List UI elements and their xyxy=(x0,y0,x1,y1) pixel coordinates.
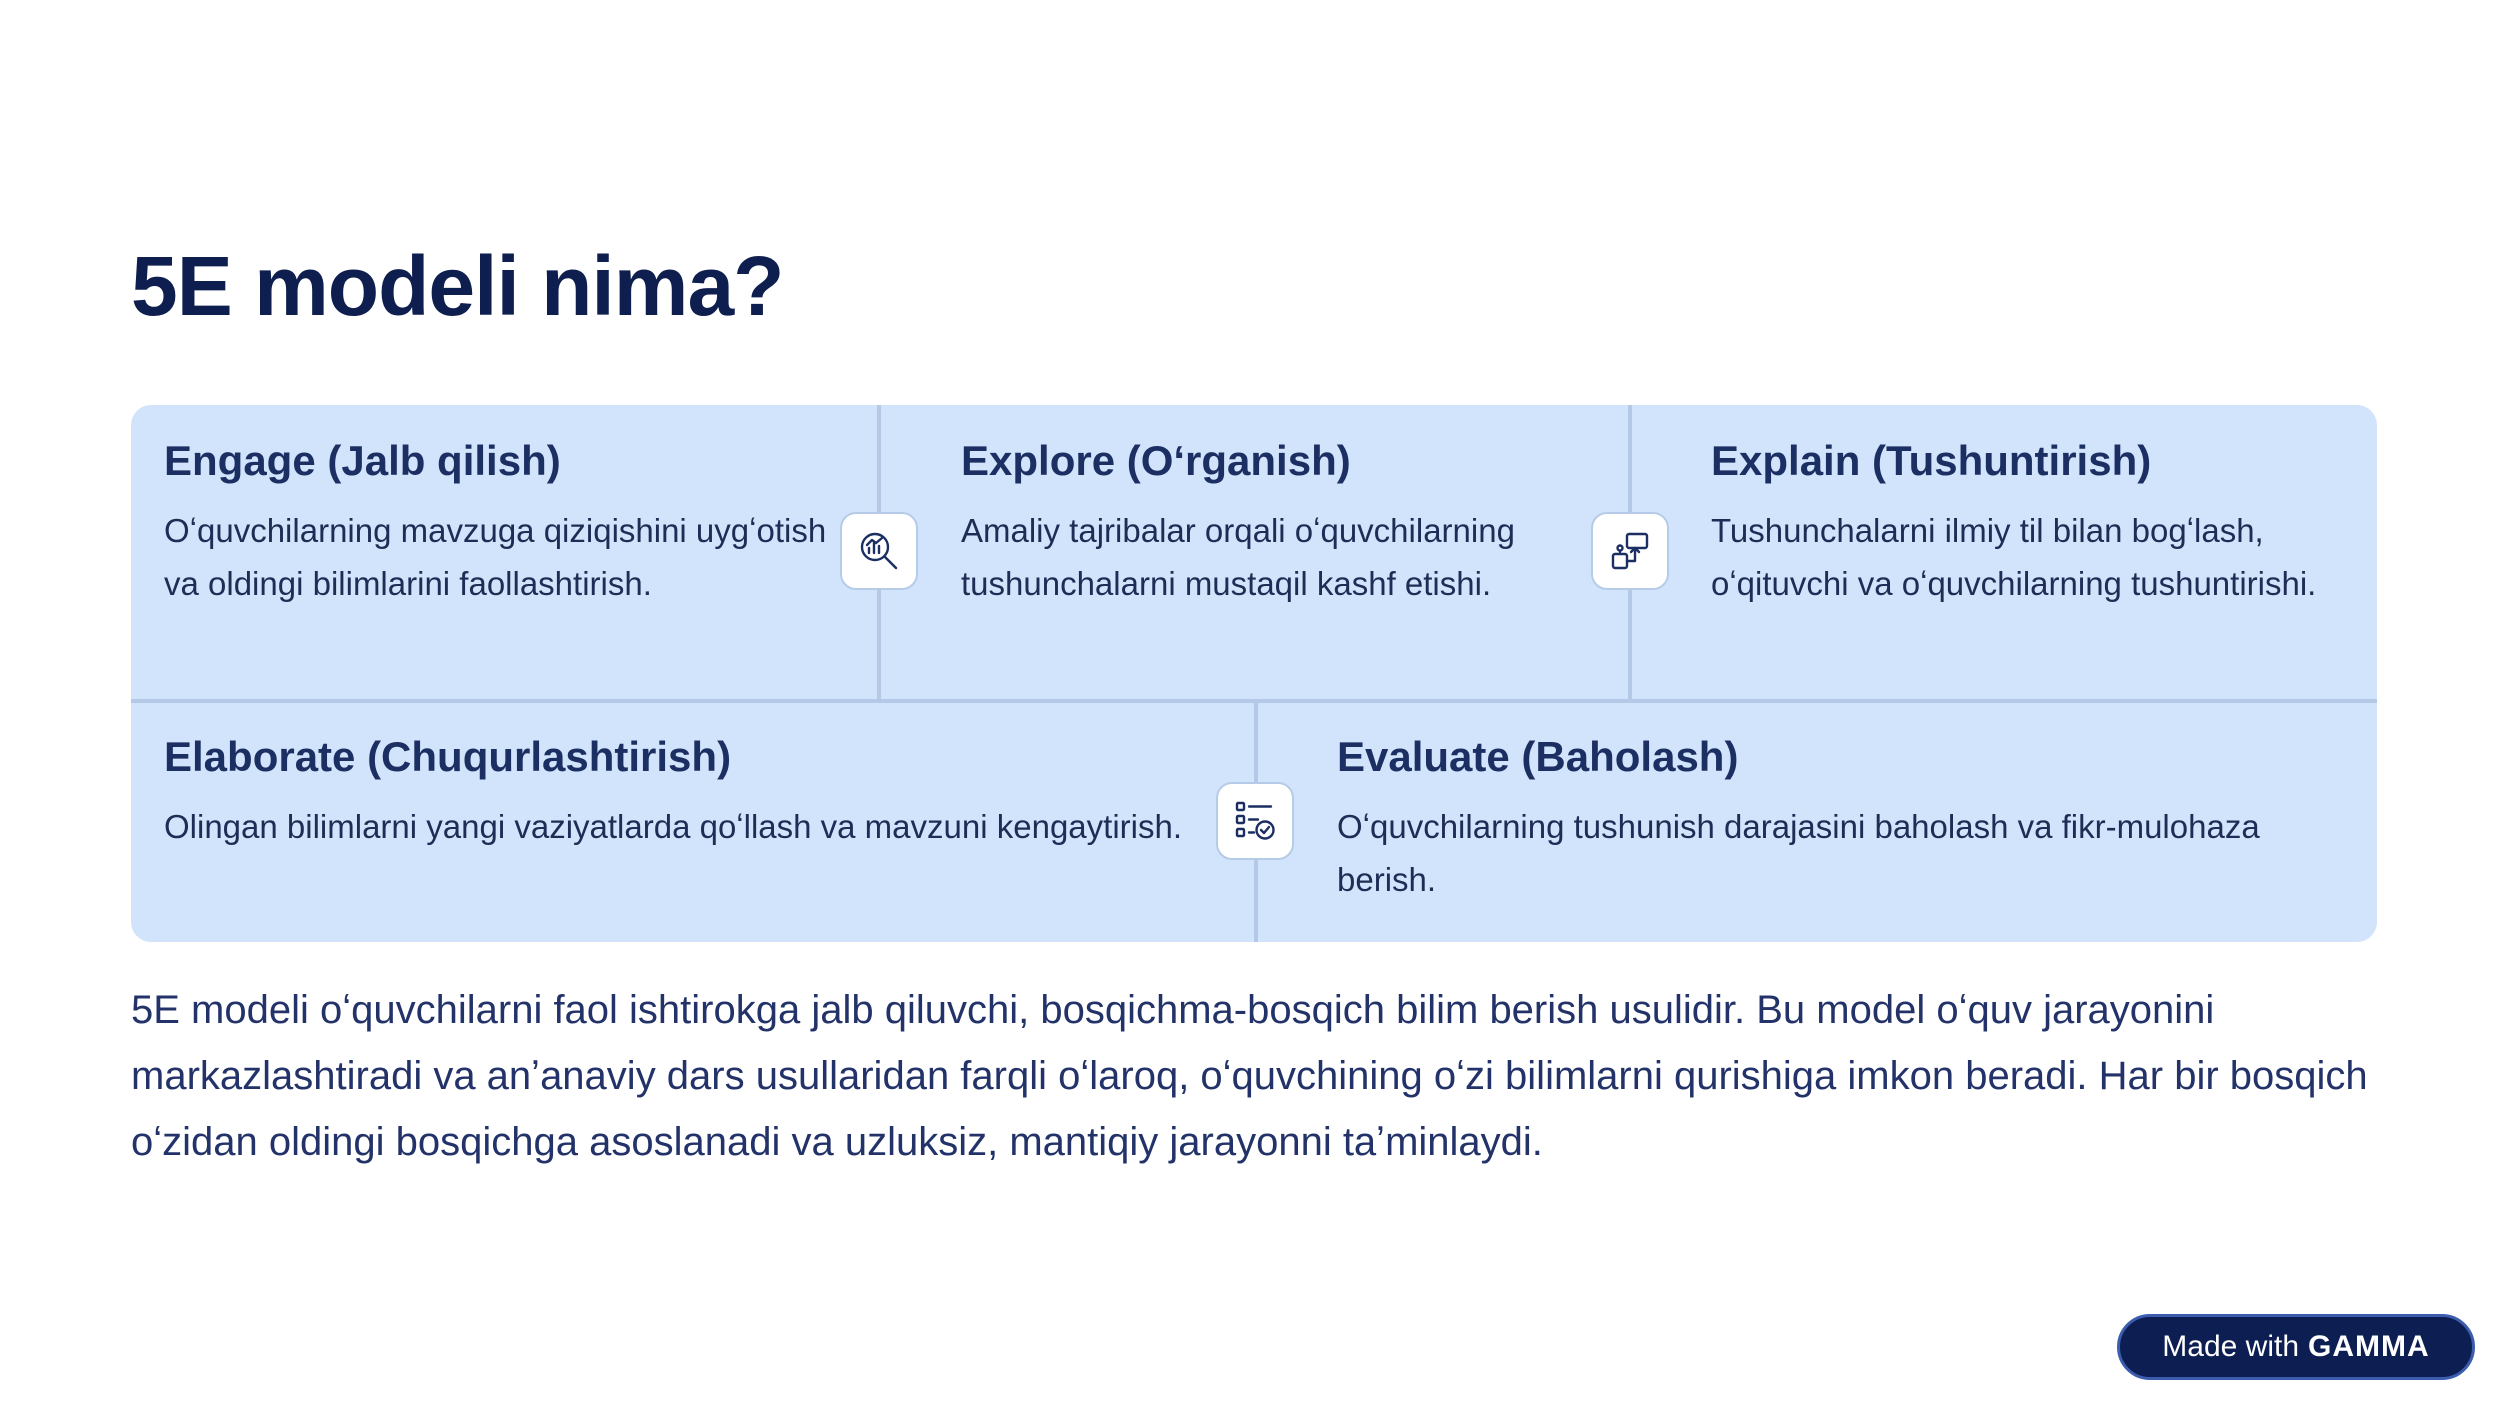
phase-description: Oʻquvchilarning mavzuga qiziqishini uygʻotish va oldingi bilimlarini faollashtirish. xyxy=(164,512,827,602)
phase-card-evaluate xyxy=(1337,731,2357,906)
badge-prefix: Made with xyxy=(2162,1330,2300,1363)
phase-card-explore xyxy=(961,435,1601,610)
phase-card-engage xyxy=(164,435,844,610)
phase-title: Explore (Oʻrganish) xyxy=(961,437,1351,484)
phases-grid xyxy=(131,405,2377,942)
model-description: 5E modeli oʻquvchilarni faol ishtirokga jalb qiluvchi, bosqichma-bosqich bilim berish usulidir. Bu model oʻquv jarayonini markazlashtiradi va anʼanaviy dars usullaridan farqli oʻlaroq, oʻquvchining oʻzi bilimlarni qurishiga imkon beradi. Har bir bosqich oʻzidan oldingi bosqichga asoslanadi va uzluksiz, mantiqiy jarayonni taʼminlaydi. xyxy=(131,988,2368,1164)
connection-flow-icon xyxy=(1591,512,1669,590)
phase-title: Evaluate (Baholash) xyxy=(1337,733,1739,780)
phase-title: Engage (Jalb qilish) xyxy=(164,437,561,484)
phase-title: Elaborate (Chuqurlashtirish) xyxy=(164,733,732,780)
made-with-gamma-badge[interactable] xyxy=(2117,1314,2475,1380)
phase-title: Explain (Tushuntirish) xyxy=(1711,437,2152,484)
magnifier-chart-icon xyxy=(840,512,918,590)
phase-card-explain xyxy=(1711,435,2351,610)
phase-description: Olingan bilimlarni yangi vaziyatlarda qoʻllash va mavzuni kengaytirish. xyxy=(164,808,1182,845)
page-title: 5E modeli nima? xyxy=(131,239,784,333)
gamma-logo: GAMMA xyxy=(2308,1330,2430,1363)
phase-description: Tushunchalarni ilmiy til bilan bogʻlash, oʻqituvchi va oʻquvchilarning tushuntirishi. xyxy=(1711,512,2317,602)
phase-description: Amaliy tajribalar orqali oʻquvchilarning tushunchalarni mustaqil kashf etishi. xyxy=(961,512,1515,602)
phase-description: Oʻquvchilarning tushunish darajasini baholash va fikr-mulohaza berish. xyxy=(1337,808,2260,898)
phase-card-elaborate xyxy=(164,731,1214,854)
checklist-icon xyxy=(1216,782,1294,860)
